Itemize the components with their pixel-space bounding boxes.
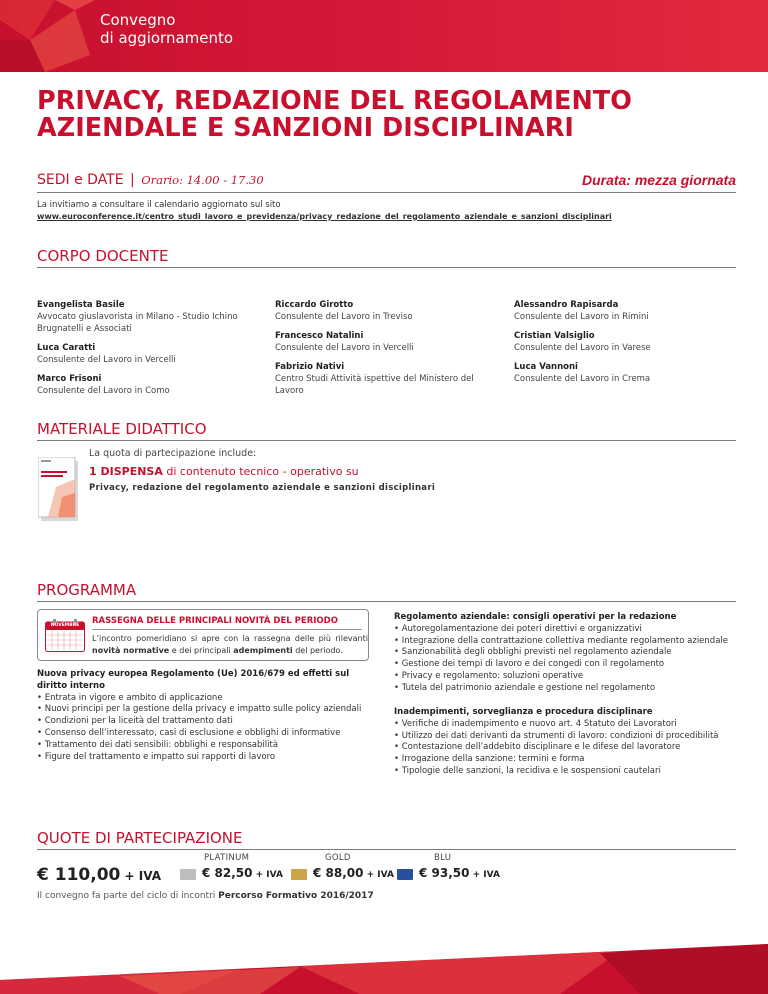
teacher — [275, 361, 495, 397]
teacher-column-2 — [275, 299, 495, 404]
rassegna-text-part: del periodo. — [292, 646, 343, 655]
rassegna-text-bold: novità normative — [92, 646, 170, 655]
rassegna-text-part: L’incontro pomeridiano si apre con la rassegna delle più rilevanti — [92, 634, 368, 643]
rassegna-divider — [92, 629, 362, 630]
list-item: • Trattamento dei dati sensibili: obblighi e responsabilità — [37, 740, 377, 752]
ciclo-note — [37, 891, 374, 901]
program-block-privacy — [37, 669, 377, 763]
teacher-role: Consulente del Lavoro in Rimini — [514, 312, 649, 322]
footer-decoration — [0, 940, 768, 994]
teacher-role: Centro Studi Attività ispettive del Ministero del Lavoro — [275, 374, 474, 396]
blu-card-icon — [397, 869, 413, 880]
ciclo-text: Il convegno fa parte del ciclo di incontri — [37, 891, 219, 901]
list-item: • Gestione dei tempi di lavoro e dei congedi con il regolamento — [394, 659, 744, 671]
calendar-icon — [45, 618, 85, 652]
durata: Durata: mezza giornata — [581, 172, 736, 188]
teacher-column-3 — [514, 299, 734, 392]
section-title-quote: QUOTE DI PARTECIPAZIONE — [37, 829, 243, 847]
program-block-title: Regolamento aziendale: consigli operativi per la redazione — [394, 612, 677, 622]
teacher — [37, 373, 257, 397]
rassegna-box — [37, 609, 369, 661]
list-item: • Tipologie delle sanzioni, la recidiva e le sospensioni cautelari — [394, 766, 744, 778]
teacher-name: Francesco Natalini — [275, 331, 364, 341]
main-price-value: € 110,00 — [37, 865, 121, 885]
divider — [37, 267, 736, 268]
invite-text — [37, 199, 612, 223]
calendar-link[interactable]: www.euroconference.it/centro_studi_lavoro_e_previdenza/privacy_redazione_del_regolamento_aziendale_e_sanzioni_disciplinari — [37, 212, 612, 221]
sedi-date — [37, 172, 264, 188]
teacher-name: Fabrizio Nativi — [275, 362, 345, 372]
program-block-title: Inadempimenti, sorveglianza e procedura disciplinare — [394, 707, 653, 717]
divider — [37, 192, 736, 193]
rassegna-text-bold: adempimenti — [233, 646, 293, 655]
teacher-role: Consulente del Lavoro in Vercelli — [275, 343, 414, 353]
program-list — [394, 624, 744, 695]
teacher — [514, 330, 734, 354]
list-item: • Consenso dell’interessato, casi di esclusione e obblighi di informative — [37, 728, 377, 740]
sedi-label: SEDI e DATE — [37, 172, 124, 188]
program-list — [37, 693, 377, 764]
list-item: • Privacy e regolamento: soluzioni operative — [394, 671, 744, 683]
header-line1: Convegno — [100, 11, 176, 29]
invite-sentence: La invitiamo a consultare il calendario aggiornato sul sito — [37, 200, 281, 210]
teacher-name: Cristian Valsiglio — [514, 331, 595, 341]
materiale-intro: La quota di partecipazione include: — [89, 448, 257, 459]
main-price — [37, 865, 161, 885]
tier-price-iva: + IVA — [252, 870, 283, 880]
sedi-separator: | — [130, 172, 135, 188]
teacher — [37, 342, 257, 366]
program-block-title: Nuova privacy europea Regolamento (Ue) 2016/679 ed effetti sul diritto interno — [37, 669, 350, 691]
tier-label-gold: GOLD — [325, 853, 351, 863]
tier-label-blu: BLU — [434, 853, 452, 863]
teacher-role: Consulente del Lavoro in Treviso — [275, 312, 413, 322]
program-block-disciplinare — [394, 707, 744, 778]
page-title — [37, 88, 737, 142]
title-line1: PRIVACY, REDAZIONE DEL REGOLAMENTO — [37, 86, 632, 116]
teacher-role: Consulente del Lavoro in Vercelli — [37, 355, 176, 365]
divider — [37, 601, 736, 602]
gold-card-icon — [291, 869, 307, 880]
teacher — [514, 361, 734, 385]
materiale-dispensa — [89, 465, 359, 478]
teacher — [514, 299, 734, 323]
teacher-name: Riccardo Girotto — [275, 300, 354, 310]
rassegna-text — [92, 633, 368, 657]
materiale-topic: Privacy, redazione del regolamento aziendale e sanzioni disciplinari — [89, 483, 436, 493]
rassegna-title: RASSEGNA DELLE PRINCIPALI NOVITÀ DEL PERIODO — [92, 616, 338, 626]
tier-price-value: € 82,50 — [202, 866, 253, 880]
header-band — [0, 0, 768, 72]
section-title-docenti: CORPO DOCENTE — [37, 247, 169, 265]
tier-label-platinum: PLATINUM — [204, 853, 250, 863]
title-line2: AZIENDALE E SANZIONI DISCIPLINARI — [37, 113, 574, 143]
orario: Orario: 14.00 - 17.30 — [141, 173, 264, 187]
dispensa-description: di contenuto tecnico - operativo su — [162, 465, 359, 478]
teacher — [275, 330, 495, 354]
tier-price-value: € 88,00 — [313, 866, 364, 880]
list-item: • Integrazione della contrattazione collettiva mediante regolamento aziendale — [394, 636, 744, 648]
dispensa-count: 1 DISPENSA — [89, 465, 163, 478]
section-title-programma: PROGRAMMA — [37, 581, 137, 599]
program-list — [394, 719, 744, 778]
teacher-column-1 — [37, 299, 257, 404]
tier-price-iva: + IVA — [363, 870, 394, 880]
teacher-name: Marco Frisoni — [37, 374, 102, 384]
dispensa-book-icon — [38, 457, 80, 523]
main-price-iva: + IVA — [120, 869, 161, 883]
list-item: • Sanzionabilità degli obblighi previsti nel regolamento aziendale — [394, 647, 744, 659]
list-item: • Nuovi principi per la gestione della privacy e impatto sulle policy aziendali — [37, 704, 377, 716]
teacher-role: Consulente del Lavoro in Crema — [514, 374, 651, 384]
calendar-month: NOVEMBRE — [50, 623, 80, 628]
ciclo-bold: Percorso Formativo 2016/2017 — [218, 891, 374, 901]
platinum-card-icon — [180, 869, 196, 880]
list-item: • Tutela del patrimonio aziendale e gestione nel regolamento — [394, 683, 744, 695]
list-item: • Figure del trattamento e impatto sui rapporti di lavoro — [37, 752, 377, 764]
tier-price-gold — [313, 866, 394, 880]
section-title-materiale: MATERIALE DIDATTICO — [37, 420, 207, 438]
tier-price-blu — [419, 866, 500, 880]
tier-price-platinum — [202, 866, 283, 880]
divider — [37, 849, 736, 850]
rassegna-text-part: e dei principali — [169, 646, 234, 655]
divider — [37, 440, 736, 441]
list-item: • Autoregolamentazione dei poteri direttivi e organizzativi — [394, 624, 744, 636]
teacher-name: Luca Vannoni — [514, 362, 578, 372]
list-item: • Irrogazione della sanzione: termini e forma — [394, 754, 744, 766]
tier-price-value: € 93,50 — [419, 866, 470, 880]
program-block-regolamento — [394, 612, 744, 695]
list-item: • Entrata in vigore e ambito di applicazione — [37, 693, 377, 705]
list-item: • Verifiche di inadempimento e nuovo art. 4 Statuto dei Lavoratori — [394, 719, 744, 731]
list-item: • Contestazione dell’addebito disciplinare e le difese del lavoratore — [394, 742, 744, 754]
header-title — [100, 11, 233, 47]
teacher-role: Consulente del Lavoro in Varese — [514, 343, 651, 353]
teacher — [275, 299, 495, 323]
list-item: • Utilizzo dei dati derivanti da strumenti di lavoro: condizioni di procedibilità — [394, 731, 744, 743]
teacher-role: Consulente del Lavoro in Como — [37, 386, 170, 396]
teacher-name: Evangelista Basile — [37, 300, 125, 310]
teacher-name: Alessandro Rapisarda — [514, 300, 619, 310]
teacher-role: Avvocato giuslavorista in Milano - Studio Ichino Brugnatelli e Associati — [37, 312, 238, 334]
teacher-name: Luca Caratti — [37, 343, 96, 353]
teacher — [37, 299, 257, 335]
list-item: • Condizioni per la liceità del trattamento dati — [37, 716, 377, 728]
header-line2: di aggiornamento — [100, 29, 234, 47]
tier-price-iva: + IVA — [469, 870, 500, 880]
